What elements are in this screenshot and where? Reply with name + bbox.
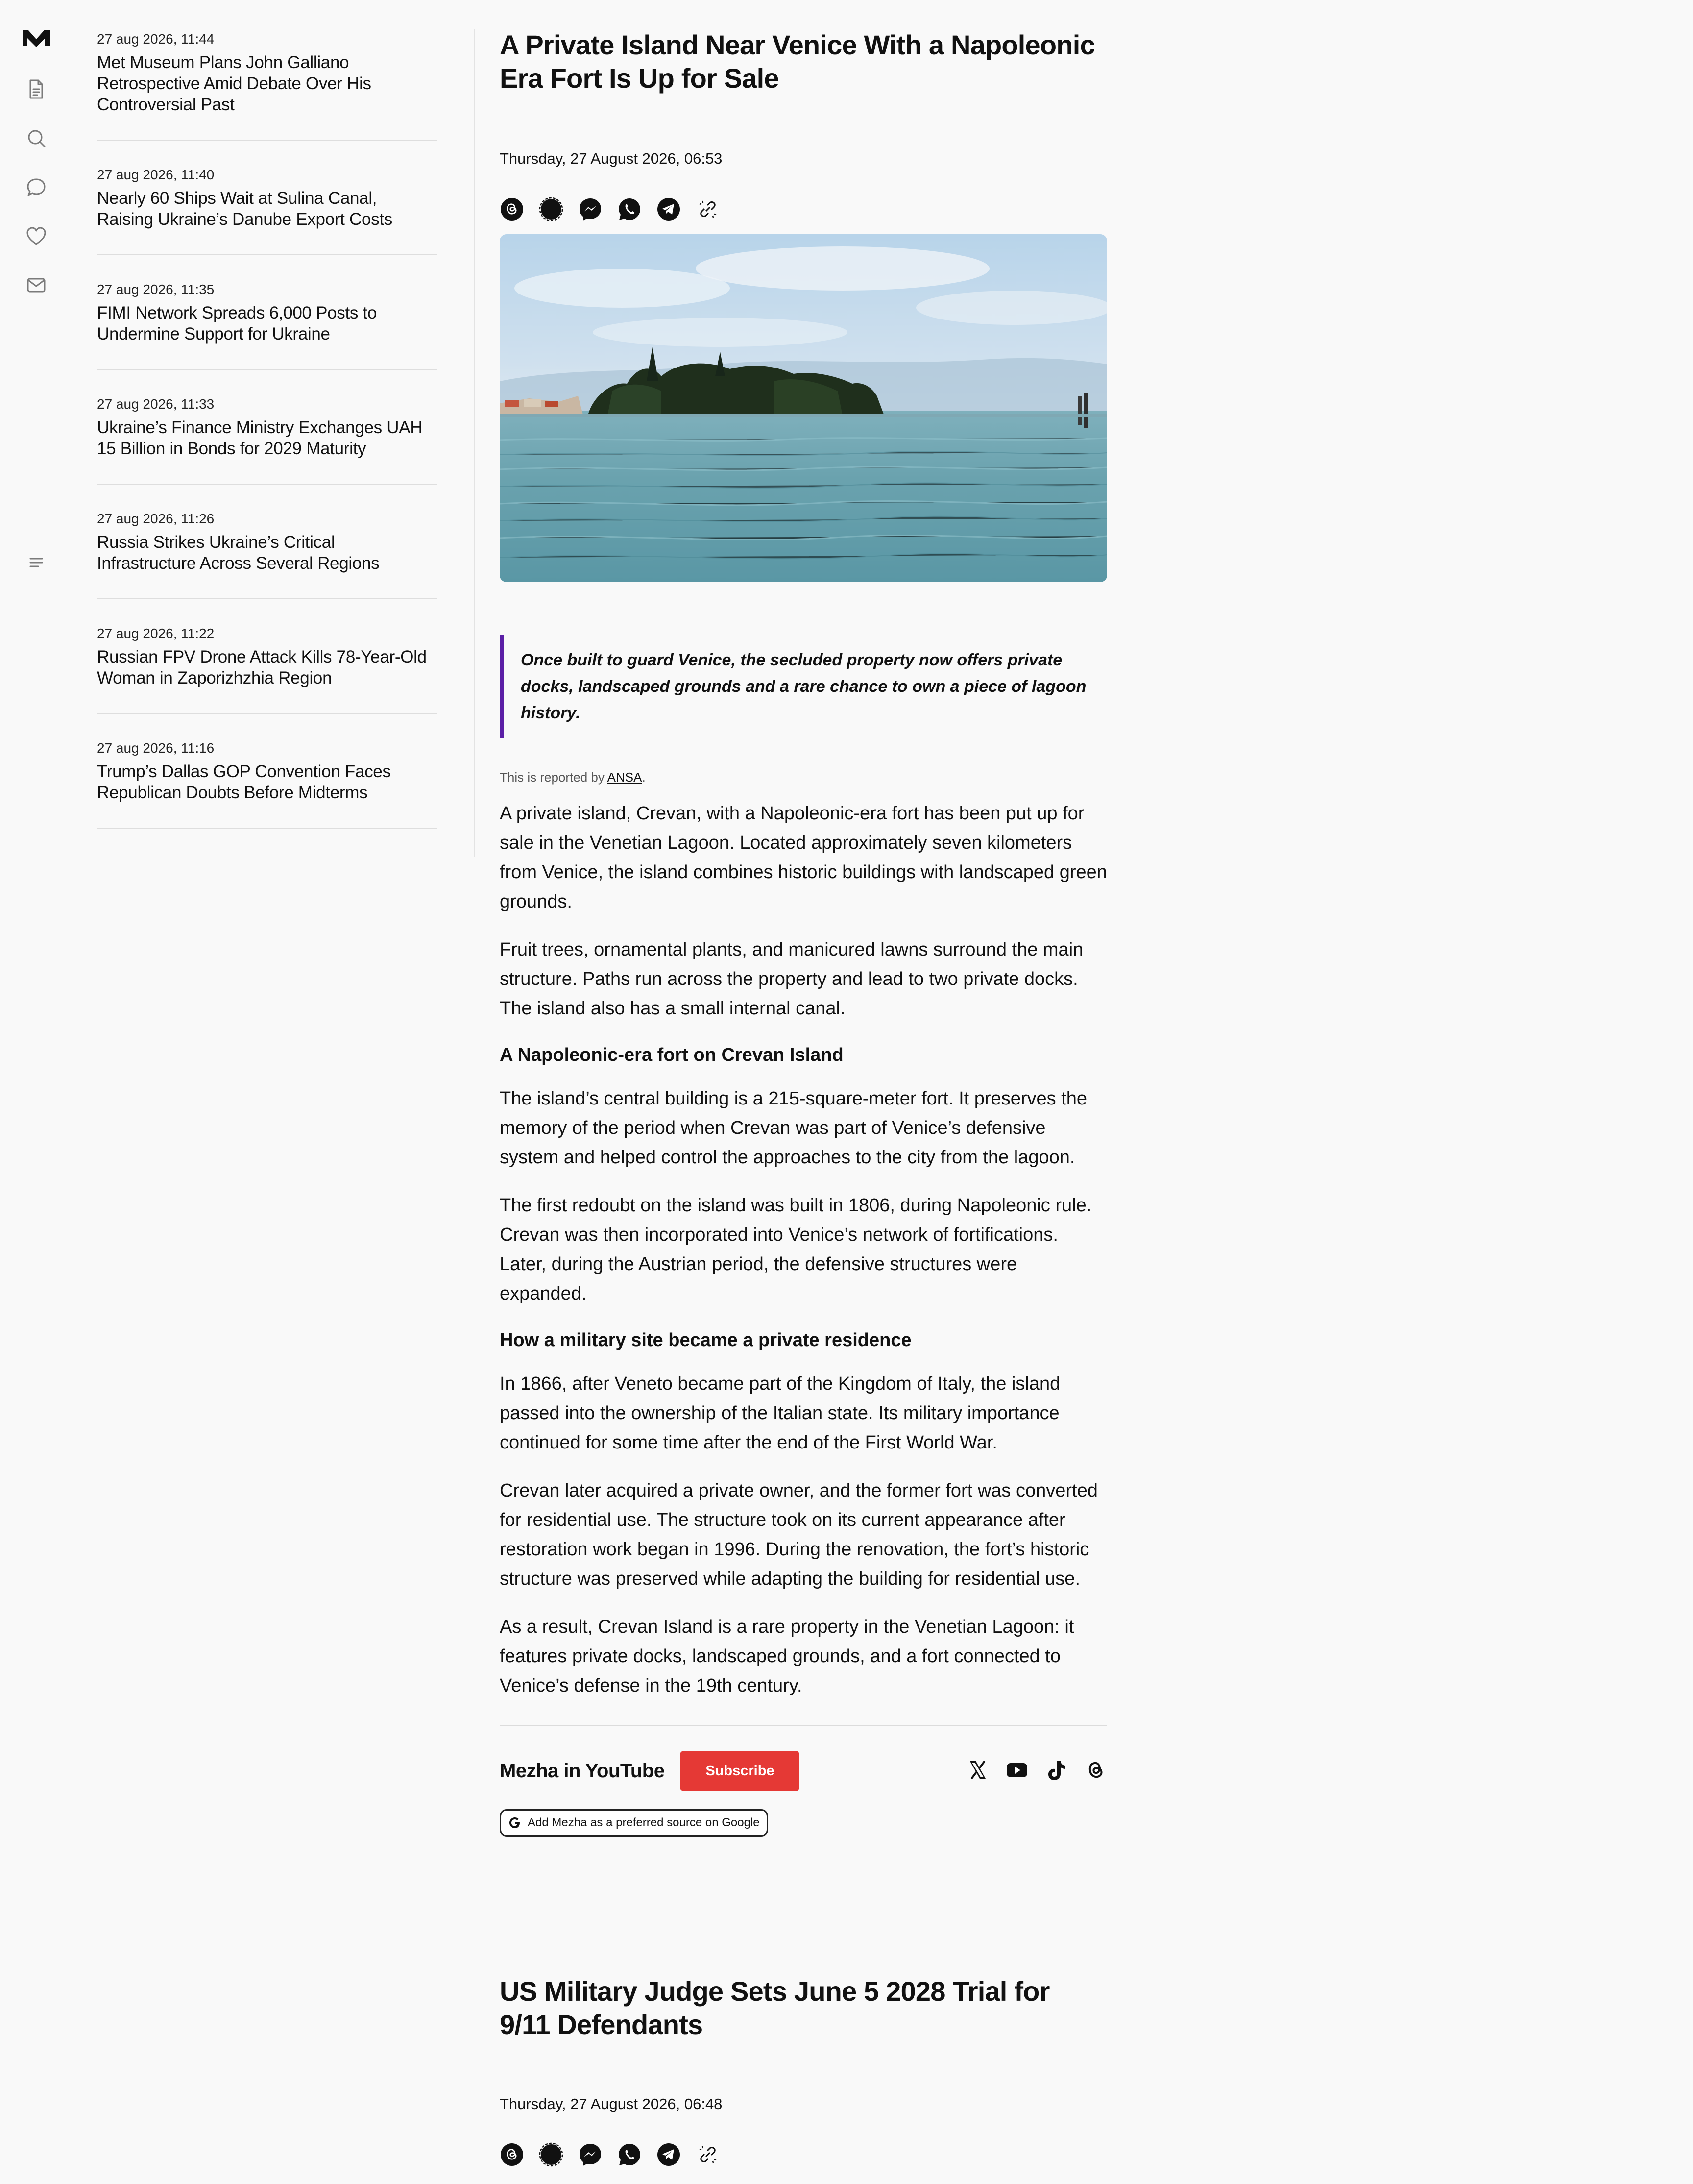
- article: [500, 28, 1107, 1837]
- share-threads[interactable]: [500, 2142, 524, 2167]
- x-icon: [966, 1758, 990, 1782]
- social-tiktok[interactable]: [1044, 1758, 1068, 1784]
- signal-icon: [539, 2142, 563, 2167]
- chat-nav[interactable]: [23, 173, 50, 201]
- section-divider: [500, 1725, 1107, 1726]
- mezha-logo[interactable]: [23, 25, 50, 52]
- island-photo: [500, 234, 1107, 582]
- news-time: 27 aug 2026, 11:33: [97, 396, 215, 412]
- share-bar: [500, 197, 1107, 221]
- articles-nav[interactable]: [23, 75, 50, 103]
- news-title[interactable]: Russia Strikes Ukraine’s Critical Infrastructure Across Several Regions: [97, 533, 380, 573]
- news-item[interactable]: [97, 164, 437, 255]
- body-subheading: How a military site became a private residence: [500, 1330, 912, 1350]
- favorites-nav[interactable]: [23, 222, 50, 250]
- threads-icon: [1084, 1758, 1107, 1782]
- share-whatsapp[interactable]: [617, 197, 642, 221]
- menu-icon: [25, 552, 47, 573]
- telegram-icon: [656, 2142, 681, 2167]
- news-feed: [97, 28, 437, 852]
- whatsapp-icon: [617, 2142, 642, 2167]
- news-title[interactable]: Met Museum Plans John Galliano Retrospective Amid Debate Over His Controversial Past: [97, 53, 371, 114]
- youtube-promo: [500, 1750, 1107, 1791]
- news-title[interactable]: Russian FPV Drone Attack Kills 78-Year-Old Woman in Zaporizhzhia Region: [97, 647, 427, 687]
- mail-nav[interactable]: [23, 271, 50, 299]
- share-telegram[interactable]: [656, 2142, 681, 2167]
- copy-link-icon: [696, 197, 720, 221]
- share-telegram[interactable]: [656, 197, 681, 221]
- menu-nav[interactable]: [23, 549, 50, 576]
- social-links: [966, 1758, 1107, 1784]
- lead-quote: [500, 635, 1107, 738]
- mail-icon: [25, 274, 47, 296]
- news-item[interactable]: [97, 623, 437, 714]
- body-paragraph: The island’s central building is a 215-square-meter fort. It preserves the memory of the period when Crevan was part of Venice’s defensive system and helped control the approaches to the city from the lagoon.: [500, 1088, 1088, 1168]
- news-title[interactable]: Ukraine’s Finance Ministry Exchanges UAH 15 Billion in Bonds for 2029 Maturity: [97, 418, 423, 458]
- news-title[interactable]: FIMI Network Spreads 6,000 Posts to Undermine Support for Ukraine: [97, 303, 377, 344]
- google-preferred-source-button[interactable]: [500, 1809, 768, 1837]
- search-nav[interactable]: [23, 124, 50, 152]
- reported-suffix: .: [642, 770, 646, 785]
- share-copy-link[interactable]: [696, 197, 720, 221]
- source-attribution: [500, 768, 1107, 786]
- article-hero-image: [500, 234, 1107, 582]
- tiktok-icon: [1044, 1758, 1068, 1782]
- youtube-icon: [1005, 1758, 1029, 1782]
- next-share-bar: [500, 2142, 1107, 2167]
- news-time: 27 aug 2026, 11:44: [97, 31, 215, 47]
- google-g-icon: [508, 1816, 522, 1830]
- reported-prefix: This is reported by: [500, 770, 607, 785]
- heart-icon: [25, 225, 47, 247]
- news-item[interactable]: [97, 737, 437, 829]
- share-threads[interactable]: [500, 197, 524, 221]
- telegram-icon: [656, 197, 681, 221]
- news-item[interactable]: [97, 28, 437, 141]
- body-paragraph: A private island, Crevan, with a Napoleonic-era fort has been put up for sale in the Venetian Lagoon. Located approximately seven kilometers from Venice, the island combines historic buildings with landscaped green grounds.: [500, 803, 1107, 912]
- news-title[interactable]: Trump’s Dallas GOP Convention Faces Republican Doubts Before Midterms: [97, 762, 391, 802]
- next-article-title[interactable]: US Military Judge Sets June 5 2028 Trial for 9/11 Defendants: [500, 1976, 1050, 2040]
- body-paragraph: Fruit trees, ornamental plants, and manicured lawns surround the main structure. Paths run across the property and lead to two private docks. The island also has a small internal canal.: [500, 939, 1084, 1019]
- search-icon: [25, 127, 47, 149]
- news-time: 27 aug 2026, 11:22: [97, 626, 215, 641]
- news-time: 27 aug 2026, 11:35: [97, 282, 215, 297]
- whatsapp-icon: [617, 197, 642, 221]
- news-time: 27 aug 2026, 11:40: [97, 167, 215, 182]
- threads-icon: [500, 197, 524, 221]
- body-paragraph: Crevan later acquired a private owner, and the former fort was converted for residential use. The structure took on its current appearance after restoration work began in 1996. During the renovation, the fort’s historic structure was preserved while adapting the building for residential use.: [500, 1480, 1098, 1589]
- threads-icon: [500, 2142, 524, 2167]
- article-body: [500, 799, 1107, 1700]
- article-date: Thursday, 27 August 2026, 06:53: [500, 150, 723, 167]
- messenger-icon: [578, 197, 603, 221]
- column-divider: [474, 29, 475, 857]
- news-item[interactable]: [97, 393, 437, 485]
- next-article-date: Thursday, 27 August 2026, 06:48: [500, 2095, 723, 2112]
- social-x[interactable]: [966, 1758, 990, 1784]
- news-time: 27 aug 2026, 11:26: [97, 511, 215, 526]
- social-threads[interactable]: [1084, 1758, 1107, 1784]
- messenger-icon: [578, 2142, 603, 2167]
- document-icon: [25, 78, 47, 100]
- share-whatsapp[interactable]: [617, 2142, 642, 2167]
- news-item[interactable]: [97, 279, 437, 370]
- copy-link-icon: [696, 2142, 720, 2167]
- body-paragraph: The first redoubt on the island was built in 1806, during Napoleonic rule. Crevan was then incorporated into Venice’s network of fortifications. Later, during the Austrian period, the defensive structures were expanded.: [500, 1195, 1092, 1304]
- next-article: [500, 1975, 1107, 2167]
- google-source-label: Add Mezha as a preferred source on Google: [528, 1816, 760, 1829]
- body-paragraph: As a result, Crevan Island is a rare property in the Venetian Lagoon: it features private docks, landscaped grounds, and a fort connected to Venice’s defense in the 19th century.: [500, 1617, 1074, 1696]
- news-item[interactable]: [97, 508, 437, 599]
- signal-icon: [539, 197, 563, 221]
- chat-icon: [25, 176, 47, 198]
- logo-m-icon: [23, 27, 50, 49]
- source-link[interactable]: ANSA: [607, 770, 642, 785]
- icon-rail: [0, 0, 73, 857]
- article-title: A Private Island Near Venice With a Napoleonic Era Fort Is Up for Sale: [500, 29, 1095, 94]
- share-signal[interactable]: [539, 197, 563, 221]
- social-youtube[interactable]: [1005, 1758, 1029, 1784]
- body-paragraph: In 1866, after Veneto became part of the Kingdom of Italy, the island passed into the ownership of the Italian state. Its military importance continued for some time after the end of the First World War.: [500, 1374, 1061, 1453]
- news-time: 27 aug 2026, 11:16: [97, 740, 215, 756]
- news-title[interactable]: Nearly 60 Ships Wait at Sulina Canal, Raising Ukraine’s Danube Export Costs: [97, 189, 392, 229]
- share-copy-link[interactable]: [696, 2142, 720, 2167]
- share-messenger[interactable]: [578, 2142, 603, 2167]
- share-messenger[interactable]: [578, 197, 603, 221]
- lead-text: Once built to guard Venice, the secluded property now offers private docks, landscaped grounds and a rare chance to own a piece of lagoon history.: [521, 651, 1087, 722]
- share-signal[interactable]: [539, 2142, 563, 2167]
- subscribe-button[interactable]: Subscribe: [680, 1751, 799, 1791]
- youtube-label: Mezha in YouTube: [500, 1760, 665, 1782]
- body-subheading: A Napoleonic-era fort on Crevan Island: [500, 1045, 844, 1065]
